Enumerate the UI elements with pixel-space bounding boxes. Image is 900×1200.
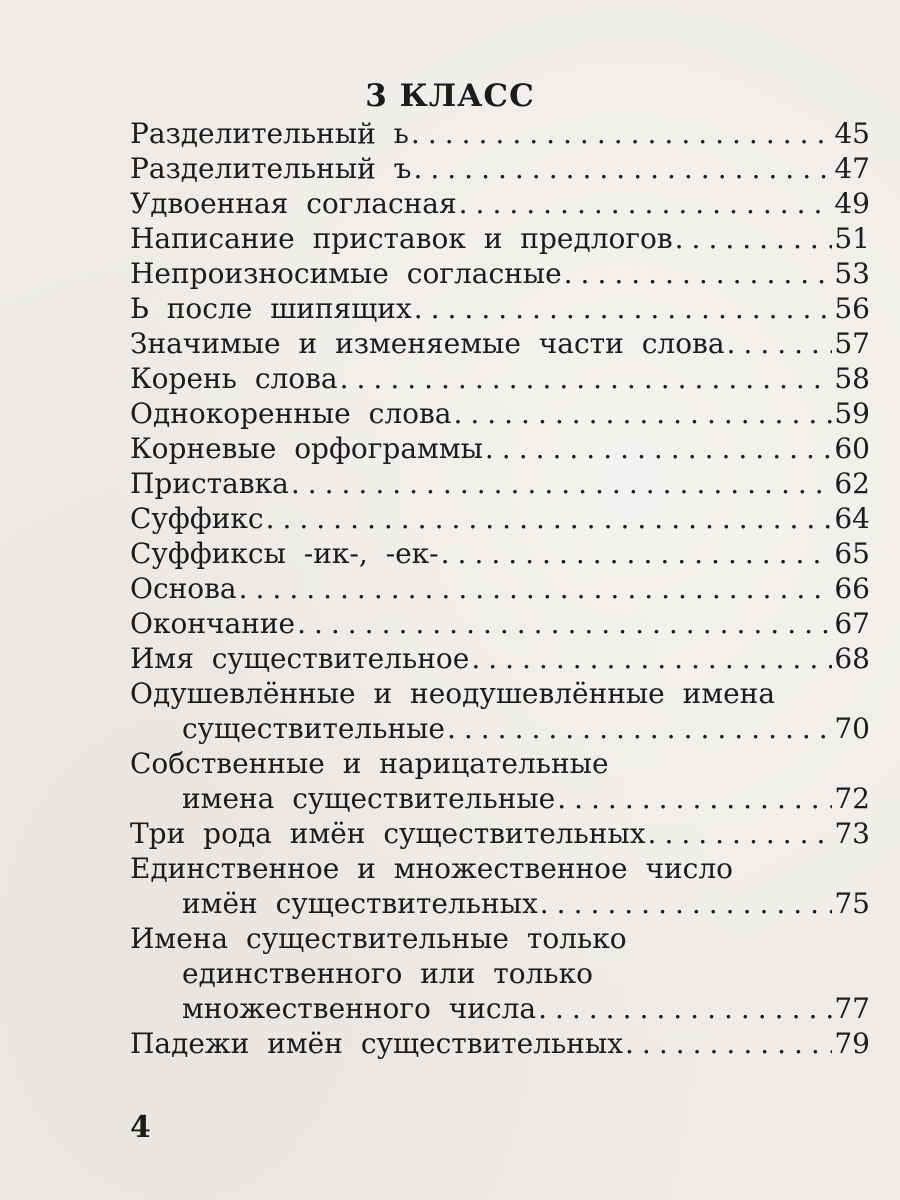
- toc-entry-continuation: [130, 956, 870, 991]
- toc-entry-title: Корневые орфограммы: [130, 432, 483, 465]
- toc-entry: [130, 851, 870, 886]
- toc-entry: [130, 921, 870, 956]
- toc-entry-title: Корень слова: [130, 362, 338, 395]
- toc-leader-dots: [451, 396, 832, 431]
- toc-leader-dots: [562, 256, 833, 291]
- toc-entry-title: Собственные и нарицательные: [130, 747, 609, 780]
- toc-entry-title: Падежи имён существительных: [130, 1027, 624, 1060]
- toc-leader-dots: [411, 151, 832, 186]
- toc-entry: [130, 606, 870, 641]
- toc-entry-page: 60: [834, 432, 870, 465]
- toc-entry: [130, 536, 870, 571]
- toc-entry-page: 73: [834, 817, 870, 850]
- toc-entry-title: Имена существительные только: [130, 922, 627, 955]
- toc-leader-dots: [289, 466, 833, 501]
- toc-entry: [130, 466, 870, 501]
- toc-entry-title: Окончание: [130, 607, 296, 640]
- toc-entry-page: 67: [834, 607, 870, 640]
- toc-entry: [130, 291, 870, 326]
- toc-entry-title: Значимые и изменяемые части слова: [130, 327, 725, 360]
- toc-entry: [130, 326, 870, 361]
- toc-entry: [130, 641, 870, 676]
- toc-entry: [130, 676, 870, 711]
- toc-entry: [130, 431, 870, 466]
- toc-entry-page: 77: [834, 992, 870, 1025]
- toc-entry-continuation: [130, 886, 870, 921]
- toc-entry-page: 47: [834, 152, 870, 185]
- toc-leader-dots: [673, 221, 833, 256]
- toc-entry-page: 49: [834, 187, 870, 220]
- toc-entry: [130, 1026, 870, 1061]
- toc-entry-title: имён существительных: [182, 887, 538, 920]
- toc-entry-page: 79: [834, 1027, 870, 1060]
- toc-entry: [130, 746, 870, 781]
- toc-leader-dots: [457, 186, 833, 221]
- section-title: 3 КЛАСС: [365, 78, 535, 114]
- toc-entry-title: Написание приставок и предлогов: [130, 222, 673, 255]
- toc-entry-title: единственного или только: [182, 957, 593, 990]
- toc-entry: [130, 151, 870, 186]
- toc-leader-dots: [412, 291, 833, 326]
- toc-entry-continuation: [130, 991, 870, 1026]
- toc-entry-page: 65: [834, 537, 870, 570]
- toc-entry-title: Удвоенная согласная: [130, 187, 457, 220]
- toc-entry-title: Имя существительное: [130, 642, 470, 675]
- toc-entry-page: 62: [834, 467, 870, 500]
- toc-entry-title: существительные: [182, 712, 445, 745]
- toc-entry: [130, 221, 870, 256]
- toc-leader-dots: [264, 501, 833, 536]
- toc-entry-title: Приставка: [130, 467, 289, 500]
- toc-leader-dots: [536, 991, 832, 1026]
- toc-leader-dots: [725, 326, 833, 361]
- toc-entry: [130, 396, 870, 431]
- toc-entry-page: 51: [834, 222, 870, 255]
- toc-leader-dots: [646, 816, 833, 851]
- toc-entry-title: Ь после шипящих: [130, 292, 412, 325]
- toc-entry: [130, 116, 870, 151]
- toc-leader-dots: [623, 1026, 832, 1061]
- toc-entry-title: Разделительный ь: [130, 117, 409, 150]
- toc-entry-title: Три рода имён существительных: [130, 817, 646, 850]
- toc-leader-dots: [237, 571, 833, 606]
- toc-leader-dots: [295, 606, 832, 641]
- toc-leader-dots: [469, 641, 832, 676]
- toc-entry-title: Основа: [130, 572, 237, 605]
- toc-entry-title: имена существительные: [182, 782, 556, 815]
- toc-entry-page: 56: [834, 292, 870, 325]
- toc-entry-page: 70: [834, 712, 870, 745]
- toc-entry: [130, 186, 870, 221]
- toc-leader-dots: [445, 711, 832, 746]
- toc-entry-title: Непроизносимые согласные: [130, 257, 562, 290]
- toc-entry-title: Однокоренные слова: [130, 397, 452, 430]
- toc-entry: [130, 361, 870, 396]
- toc-entry-page: 45: [834, 117, 870, 150]
- toc-entry-continuation: [130, 781, 870, 816]
- toc-entry-page: 58: [834, 362, 870, 395]
- toc-entry-page: 66: [834, 572, 870, 605]
- toc-entry-page: 64: [834, 502, 870, 535]
- toc-entry-page: 59: [834, 397, 870, 430]
- toc-leader-dots: [338, 361, 833, 396]
- toc-entry-title: Единственное и множественное число: [130, 852, 734, 885]
- toc-entry-page: 53: [834, 257, 870, 290]
- toc-leader-dots: [409, 116, 832, 151]
- toc-entry: [130, 256, 870, 291]
- toc-entry: [130, 501, 870, 536]
- toc-leader-dots: [483, 431, 832, 466]
- toc-entry-page: 57: [834, 327, 870, 360]
- toc-entry-page: 72: [834, 782, 870, 815]
- toc-leader-dots: [538, 886, 833, 921]
- table-of-contents: [130, 116, 870, 1061]
- toc-entry-title: Суффикс: [130, 502, 264, 535]
- toc-entry-page: 75: [834, 887, 870, 920]
- toc-entry-title: Одушевлённые и неодушевлённые имена: [130, 677, 776, 710]
- toc-entry-continuation: [130, 711, 870, 746]
- page-number: 4: [130, 1110, 151, 1145]
- toc-entry-page: 68: [834, 642, 870, 675]
- toc-leader-dots: [555, 781, 832, 816]
- toc-entry-title: множественного числа: [182, 992, 537, 1025]
- toc-entry: [130, 571, 870, 606]
- toc-entry: [130, 816, 870, 851]
- toc-entry-title: Суффиксы -ик-, -ек-: [130, 537, 439, 570]
- toc-leader-dots: [439, 536, 833, 571]
- toc-entry-title: Разделительный ъ: [130, 152, 412, 185]
